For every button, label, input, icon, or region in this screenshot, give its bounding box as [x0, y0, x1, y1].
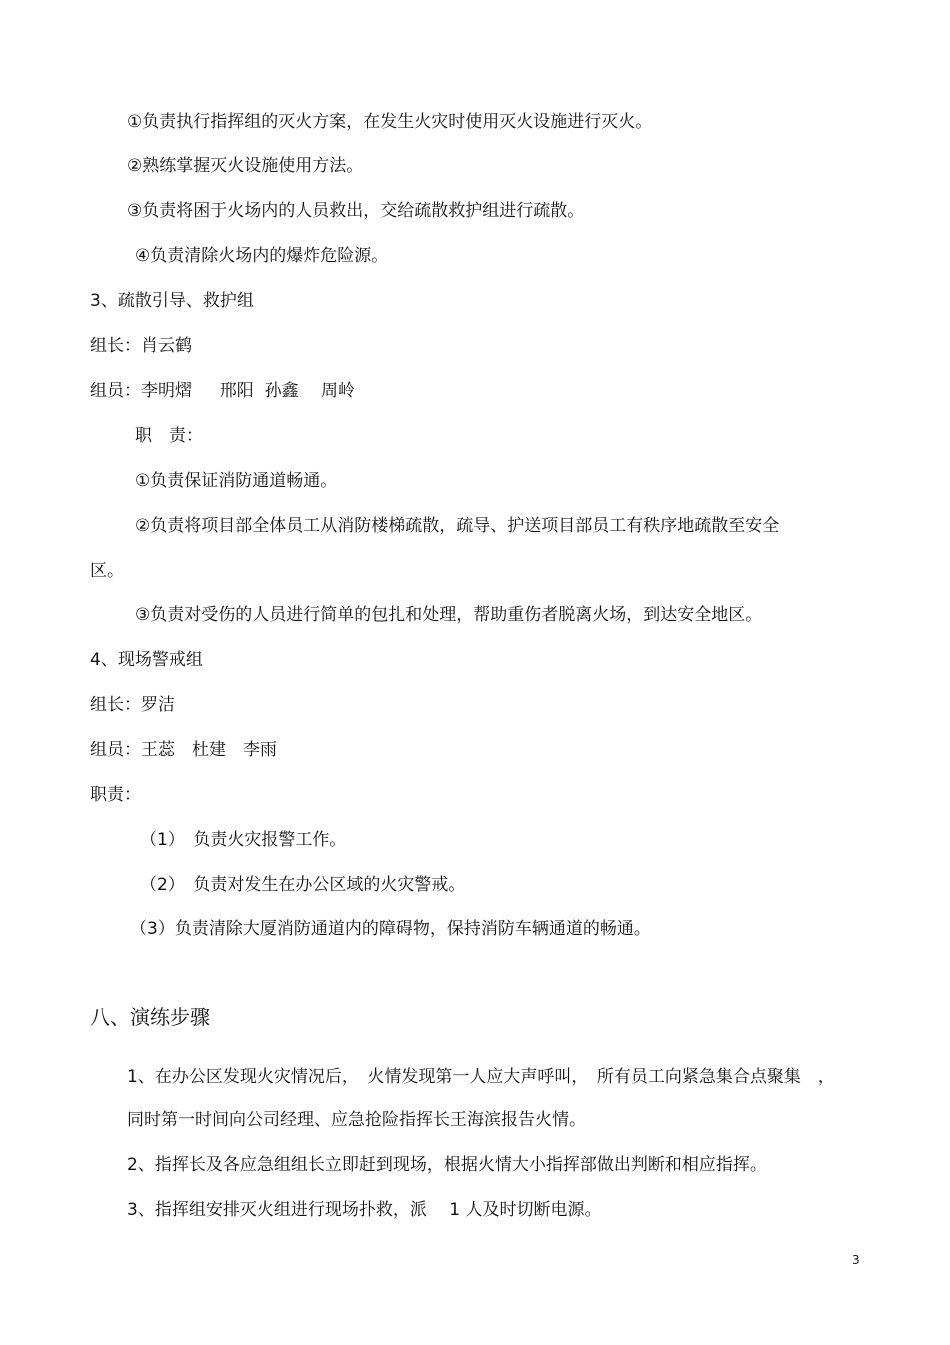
group-members: 组员：王蕊 杜建 李雨 [90, 740, 277, 760]
duty-line-6-continuation: 区。 [90, 561, 124, 581]
section-heading-evacuation: 3、疏散引导、救护组 [90, 291, 254, 311]
group-leader: 组长：罗洁 [90, 695, 175, 715]
duty-line-4: ④负责清除火场内的爆炸危险源。 [135, 246, 389, 266]
step-3: 3、指挥组安排灭火组进行现场扑救，派 1 人及时切断电源。 [127, 1200, 602, 1220]
duty-line-5: ①负责保证消防通道畅通。 [135, 471, 338, 491]
chapter-heading: 八、演练步骤 [90, 1005, 210, 1029]
section-heading-security: 4、现场警戒组 [90, 650, 203, 670]
group-leader: 组长：肖云鹤 [90, 336, 192, 356]
duty-item-1: （1） 负责火灾报警工作。 [140, 830, 347, 850]
duties-label: 职 责： [135, 426, 203, 446]
group-members: 组员：李明熠 邢阳 孙鑫 周岭 [90, 381, 356, 401]
step-2: 2、指挥长及各应急组组长立即赶到现场，根据火情大小指挥部做出判断和相应指挥。 [127, 1155, 767, 1175]
duties-label: 职责： [90, 785, 141, 805]
step-1: 1、在办公区发现火灾情况后， 火情发现第一人应大声呼叫， 所有员工向紧急集合点聚集 ， [127, 1067, 835, 1087]
step-1-continuation: 同时第一时间向公司经理、应急抢险指挥长王海滨报告火情。 [127, 1110, 586, 1130]
page-number: 3 [852, 1253, 860, 1267]
duty-line-6: ②负责将项目部全体员工从消防楼梯疏散，疏导、护送项目部员工有秩序地疏散至安全 [135, 516, 780, 536]
duty-line-7: ③负责对受伤的人员进行简单的包扎和处理，帮助重伤者脱离火场，到达安全地区。 [135, 605, 763, 625]
duty-item-3: （3）负责清除大厦消防通道内的障碍物，保持消防车辆通道的畅通。 [130, 919, 651, 939]
duty-line-1: ①负责执行指挥组的灭火方案，在发生火灾时使用灭火设施进行灭火。 [127, 112, 653, 132]
duty-line-3: ③负责将困于火场内的人员救出，交给疏散救护组进行疏散。 [127, 201, 585, 221]
duty-line-2: ②熟练掌握灭火设施使用方法。 [127, 156, 364, 176]
duty-item-2: （2） 负责对发生在办公区域的火灾警戒。 [140, 875, 466, 895]
